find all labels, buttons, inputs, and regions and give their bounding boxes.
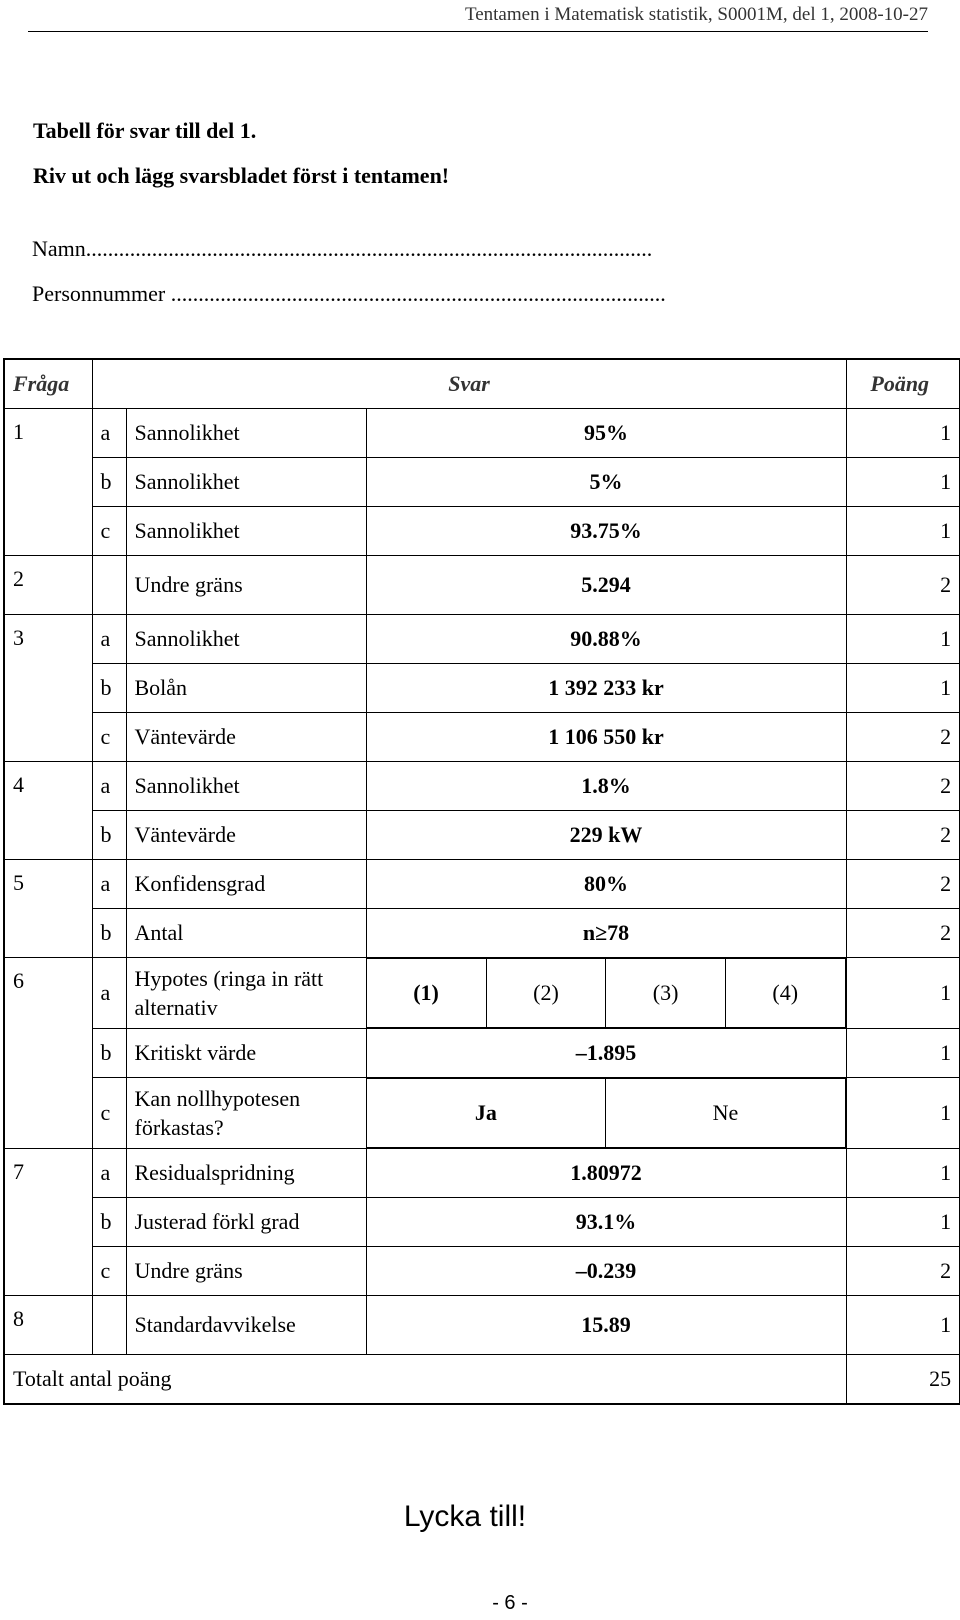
sub-question: a — [92, 615, 126, 664]
table-row — [4, 1078, 960, 1149]
answer-value: 1.80972 — [366, 1149, 846, 1198]
answer-value: 15.89 — [366, 1296, 846, 1355]
points: 2 — [846, 909, 960, 958]
answer-value: 1.8% — [366, 762, 846, 811]
points: 2 — [846, 556, 960, 615]
answer-option[interactable]: (1) — [367, 959, 487, 1028]
points: 1 — [846, 1029, 960, 1078]
table-row — [4, 458, 960, 507]
answer-label: Kan nollhypotesen förkastas? — [126, 1078, 366, 1149]
table-row — [4, 860, 960, 909]
answer-label: Väntevärde — [126, 811, 366, 860]
sub-question: c — [92, 1247, 126, 1296]
table-row — [4, 1149, 960, 1198]
answer-option[interactable]: (3) — [606, 959, 726, 1028]
points: 1 — [846, 1149, 960, 1198]
points: 1 — [846, 1198, 960, 1247]
total-row — [4, 1355, 960, 1405]
sub-question: b — [92, 909, 126, 958]
answer-options — [366, 1078, 846, 1149]
answer-label: Sannolikhet — [126, 458, 366, 507]
header-points: Poäng — [846, 359, 960, 409]
question-number: 2 — [4, 556, 92, 615]
answer-label: Undre gräns — [126, 556, 366, 615]
header-answer: Svar — [92, 359, 846, 409]
answer-value: 5.294 — [366, 556, 846, 615]
sub-question — [92, 1296, 126, 1355]
table-row — [4, 811, 960, 860]
question-number: 5 — [4, 860, 92, 958]
answer-label: Undre gräns — [126, 1247, 366, 1296]
points: 1 — [846, 409, 960, 458]
question-number: 3 — [4, 615, 92, 762]
answer-value: 5% — [366, 458, 846, 507]
points: 2 — [846, 811, 960, 860]
sub-question: c — [92, 713, 126, 762]
answer-label: Sannolikhet — [126, 409, 366, 458]
table-row — [4, 556, 960, 615]
points: 2 — [846, 762, 960, 811]
answer-label: Sannolikhet — [126, 615, 366, 664]
table-header-row — [4, 359, 960, 409]
page-header: Tentamen i Matematisk statistik, S0001M, del 1, 2008-10-27 — [28, 4, 928, 32]
question-number: 7 — [4, 1149, 92, 1296]
sub-question: a — [92, 860, 126, 909]
sub-question: a — [92, 409, 126, 458]
answer-label: Konfidensgrad — [126, 860, 366, 909]
answer-label: Kritiskt värde — [126, 1029, 366, 1078]
points: 2 — [846, 1247, 960, 1296]
answer-value: 80% — [366, 860, 846, 909]
table-row — [4, 713, 960, 762]
answer-value: 90.88% — [366, 615, 846, 664]
table-row — [4, 958, 960, 1029]
points: 1 — [846, 1078, 960, 1149]
answer-label: Sannolikhet — [126, 507, 366, 556]
table-row — [4, 1198, 960, 1247]
answer-value: 95% — [366, 409, 846, 458]
answer-value: n≥78 — [366, 909, 846, 958]
answer-label: Antal — [126, 909, 366, 958]
sub-question: b — [92, 811, 126, 860]
answer-value: 229 kW — [366, 811, 846, 860]
answer-label: Justerad förkl grad — [126, 1198, 366, 1247]
answer-value: 93.75% — [366, 507, 846, 556]
answer-value: 1 106 550 kr — [366, 713, 846, 762]
table-row — [4, 1247, 960, 1296]
question-number: 6 — [4, 958, 92, 1149]
question-number: 4 — [4, 762, 92, 860]
sub-question: a — [92, 762, 126, 811]
sub-question: c — [92, 1078, 126, 1149]
sub-question: b — [92, 1198, 126, 1247]
answer-table — [3, 358, 960, 1405]
answer-label: Residualspridning — [126, 1149, 366, 1198]
answer-label: Sannolikhet — [126, 762, 366, 811]
table-row — [4, 909, 960, 958]
header-question: Fråga — [4, 359, 92, 409]
total-label: Totalt antal poäng — [4, 1355, 846, 1405]
name-field: Namn....................................................................................................... — [32, 236, 653, 261]
points: 1 — [846, 615, 960, 664]
sub-question — [92, 556, 126, 615]
options-grid — [367, 958, 846, 1028]
sub-question: a — [92, 958, 126, 1029]
points: 2 — [846, 860, 960, 909]
answer-option[interactable]: (2) — [486, 959, 606, 1028]
table-row — [4, 1029, 960, 1078]
table-row — [4, 409, 960, 458]
answer-value: –1.895 — [366, 1029, 846, 1078]
sub-question: b — [92, 1029, 126, 1078]
answer-value: 93.1% — [366, 1198, 846, 1247]
table-row — [4, 1296, 960, 1355]
question-number: 8 — [4, 1296, 92, 1355]
sub-question: c — [92, 507, 126, 556]
answer-value: –0.239 — [366, 1247, 846, 1296]
answer-option[interactable]: Ja — [367, 1079, 606, 1148]
sub-question: b — [92, 664, 126, 713]
answer-option[interactable]: Ne — [606, 1079, 845, 1148]
page-number: - 6 - — [492, 1592, 528, 1614]
table-row — [4, 664, 960, 713]
points: 1 — [846, 664, 960, 713]
points: 1 — [846, 507, 960, 556]
answer-label: Väntevärde — [126, 713, 366, 762]
points: 2 — [846, 713, 960, 762]
closing-text: Lycka till! — [403, 1500, 527, 1533]
table-row — [4, 507, 960, 556]
answer-label: Standardavvikelse — [126, 1296, 366, 1355]
options-grid — [367, 1078, 846, 1148]
points: 1 — [846, 458, 960, 507]
answer-label: Hypotes (ringa in rätt alternativ — [126, 958, 366, 1029]
answer-label: Bolån — [126, 664, 366, 713]
intro-line-2: Riv ut och lägg svarsbladet först i tentamen! — [33, 163, 450, 188]
points: 1 — [846, 1296, 960, 1355]
answer-options — [366, 958, 846, 1029]
intro-line-1: Tabell för svar till del 1. — [33, 118, 257, 143]
answer-value: 1 392 233 kr — [366, 664, 846, 713]
points: 1 — [846, 958, 960, 1029]
question-number: 1 — [4, 409, 92, 556]
table-row — [4, 762, 960, 811]
total-points: 25 — [846, 1355, 960, 1405]
sub-question: a — [92, 1149, 126, 1198]
sub-question: b — [92, 458, 126, 507]
answer-option[interactable]: (4) — [725, 959, 845, 1028]
table-row — [4, 615, 960, 664]
personnummer-field: Personnummer .......................................................................................... — [32, 281, 666, 306]
